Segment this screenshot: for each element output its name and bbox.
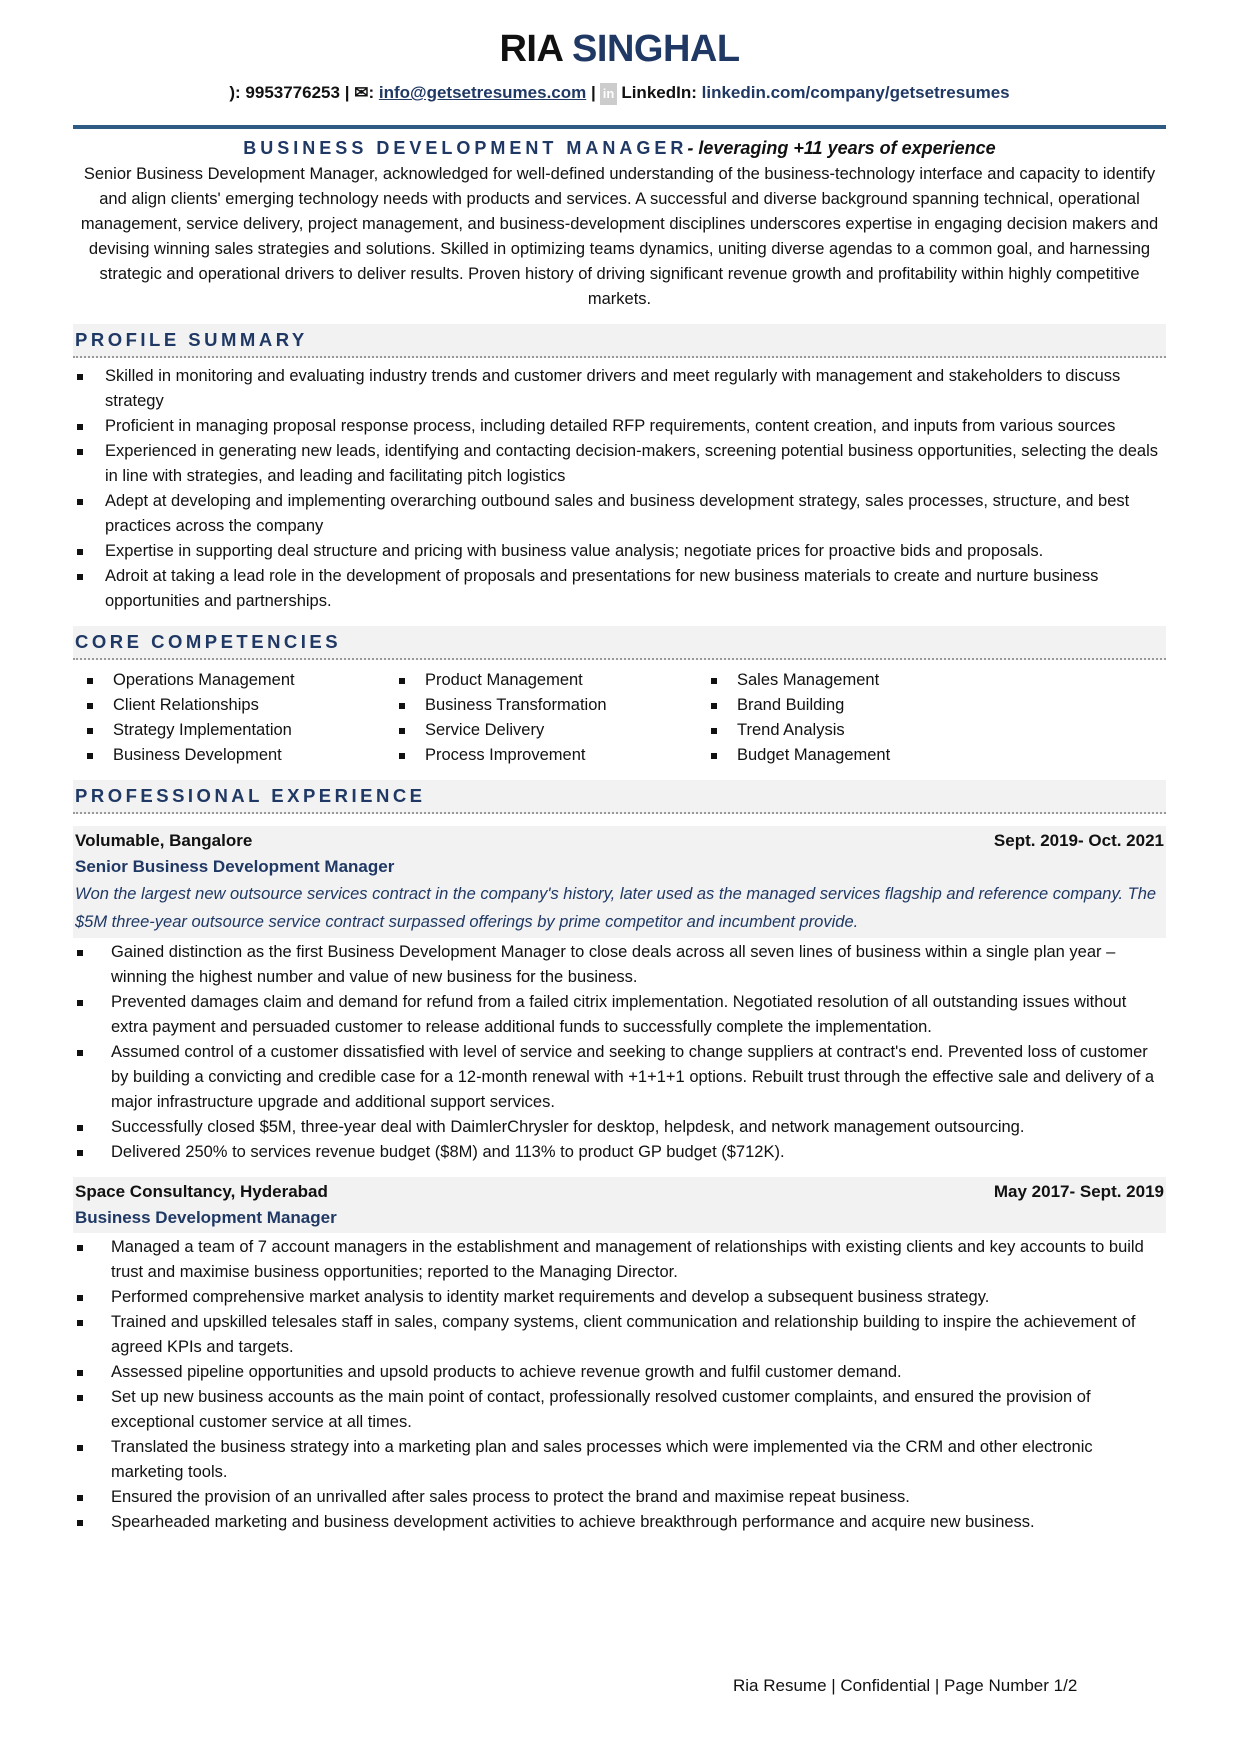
- headline: [73, 136, 1166, 160]
- section-heading-profile: PROFILE SUMMARY: [73, 324, 1166, 358]
- job-achievements: [73, 940, 1166, 1165]
- list-item: Translated the business strategy into a marketing plan and sales processes which were implemented via the CRM and other electronic marketing tools.: [73, 1435, 1166, 1485]
- job-company: Volumable, Bangalore: [75, 831, 253, 850]
- list-item: Successfully closed $5M, three-year deal with DaimlerChrysler for desktop, helpdesk, and network management outsourcing.: [73, 1115, 1166, 1140]
- competency-item: Operations Management: [85, 668, 397, 693]
- page-footer: Ria Resume | Confidential | Page Number 1/2: [733, 1676, 1078, 1695]
- email-link[interactable]: info@getsetresumes.com: [378, 83, 587, 102]
- job-achievements: [73, 1235, 1166, 1535]
- list-item: Performed comprehensive market analysis to identity market requirements and develop a subsequent business strategy.: [73, 1285, 1166, 1310]
- competency-item: Client Relationships: [85, 693, 397, 718]
- contact-line: [73, 82, 1166, 105]
- first-name: RIA: [499, 28, 562, 70]
- job-header: [73, 1177, 1166, 1233]
- list-item: Assessed pipeline opportunities and upsold products to achieve revenue growth and fulfil customer demand.: [73, 1360, 1166, 1385]
- linkedin-label: LinkedIn:: [621, 83, 697, 102]
- list-item: Adroit at taking a lead role in the development of proposals and presentations for new business materials to create and nurture business opportunities and partnerships.: [73, 564, 1166, 614]
- list-item: Proficient in managing proposal response process, including detailed RFP requirements, content creation, and inputs from various sources: [73, 414, 1166, 439]
- list-item: Managed a team of 7 account managers in the establishment and management of relationships with existing clients and key accounts to build trust and maximise business opportunities; reported to the Managing Director.: [73, 1235, 1166, 1285]
- list-item: Spearheaded marketing and business development activities to achieve breakthrough performance and acquire new business.: [73, 1510, 1166, 1535]
- competency-item: Service Delivery: [397, 718, 709, 743]
- job-description: Won the largest new outsource services contract in the company's history, later used as the managed services flagship and reference company. The $5M three-year outsource service contract surpassed offerings by prime competitor and incumbent provide.: [75, 885, 1157, 931]
- competency-grid: [85, 668, 1166, 768]
- job-title: Business Development Manager: [75, 1208, 337, 1227]
- competency-item: Budget Management: [709, 743, 1021, 768]
- list-item: Skilled in monitoring and evaluating industry trends and customer drivers and meet regularly with management and stakeholders to discuss strategy: [73, 364, 1166, 414]
- section-heading-competencies: CORE COMPETENCIES: [73, 626, 1166, 660]
- competency-item: Product Management: [397, 668, 709, 693]
- headline-role: BUSINESS DEVELOPMENT MANAGER: [243, 138, 688, 158]
- competency-item: Strategy Implementation: [85, 718, 397, 743]
- list-item: Prevented damages claim and demand for refund from a failed citrix implementation. Negotiated resolution of all outstanding issues without extra payment and persuaded customer to release additional funds to successfully complete the implementation.: [73, 990, 1166, 1040]
- candidate-name: [73, 26, 1166, 72]
- summary-paragraph: Senior Business Development Manager, acknowledged for well-defined understanding of the business-technology interface and capacity to identify and align clients' emerging technology needs with products and services. A successful and diverse background spanning technical, operational management, service delivery, project management, and business-development disciplines underscores expertise in engaging decision makers and devising winning sales strategies and solutions. Skilled in optimizing teams dynamics, uniting diverse agendas to a common goal, and harnessing strategic and operational drivers to deliver results. Proven history of driving significant revenue growth and profitability within highly competitive markets.: [80, 165, 1159, 308]
- list-item: Set up new business accounts as the main point of contact, professionally resolved customer complaints, and ensured the provision of exceptional customer service at all times.: [73, 1385, 1166, 1435]
- list-item: Delivered 250% to services revenue budget ($8M) and 113% to product GP budget ($712K).: [73, 1140, 1166, 1165]
- job-company-row: [75, 828, 1164, 854]
- phone: ): 9953776253: [229, 83, 340, 102]
- headline-experience: - leveraging +11 years of experience: [687, 138, 996, 158]
- linkedin-icon: in: [600, 83, 618, 105]
- job-dates: May 2017- Sept. 2019: [993, 1182, 1164, 1201]
- section-heading-experience: PROFESSIONAL EXPERIENCE: [73, 780, 1166, 814]
- list-item: Assumed control of a customer dissatisfied with level of service and seeking to change suppliers at contract's end. Prevented loss of customer by building a convicting and credible case for a 12-month renewal with +1+1+1 options. Rebuilt trust through the effective sale and delivery of a major infrastructure upgrade and additional support services.: [73, 1040, 1166, 1115]
- last-name: SINGHAL: [572, 28, 740, 70]
- resume-page: [73, 26, 1166, 1535]
- list-item: Adept at developing and implementing overarching outbound sales and business development strategy, sales processes, structure, and best practices across the company: [73, 489, 1166, 539]
- experience-list: [73, 826, 1166, 1535]
- competency-item: Sales Management: [709, 668, 1021, 693]
- list-item: Trained and upskilled telesales staff in sales, company systems, client communication and relationship building to inspire the achievement of agreed KPIs and targets.: [73, 1310, 1166, 1360]
- competency-item: Business Development: [85, 743, 397, 768]
- competency-item: Trend Analysis: [709, 718, 1021, 743]
- competency-item: Process Improvement: [397, 743, 709, 768]
- job-dates: Sept. 2019- Oct. 2021: [993, 831, 1164, 850]
- competency-item: Business Transformation: [397, 693, 709, 718]
- separator: |: [591, 83, 596, 102]
- header-divider: [73, 125, 1166, 129]
- list-item: Ensured the provision of an unrivalled after sales process to protect the brand and maximise repeat business.: [73, 1485, 1166, 1510]
- job-company: Space Consultancy, Hyderabad: [75, 1182, 328, 1201]
- profile-list: [73, 364, 1166, 614]
- envelope-icon: ✉: [354, 83, 369, 102]
- linkedin-link[interactable]: linkedin.com/company/getsetresumes: [701, 83, 1010, 102]
- separator: |: [344, 83, 350, 102]
- email-label: :: [368, 83, 375, 102]
- job-title: Senior Business Development Manager: [75, 857, 395, 876]
- list-item: Experienced in generating new leads, identifying and contacting decision-makers, screening potential business opportunities, selecting the deals in line with strategies, and leading and facilitating pitch logistics: [73, 439, 1166, 489]
- job-company-row: [75, 1179, 1164, 1205]
- list-item: Expertise in supporting deal structure and pricing with business value analysis; negotiate prices for proactive bids and proposals.: [73, 539, 1166, 564]
- list-item: Gained distinction as the first Business Development Manager to close deals across all seven lines of business within a single plan year – winning the highest number and value of new business for the business.: [73, 940, 1166, 990]
- job-header: [73, 826, 1166, 938]
- competency-item: Brand Building: [709, 693, 1021, 718]
